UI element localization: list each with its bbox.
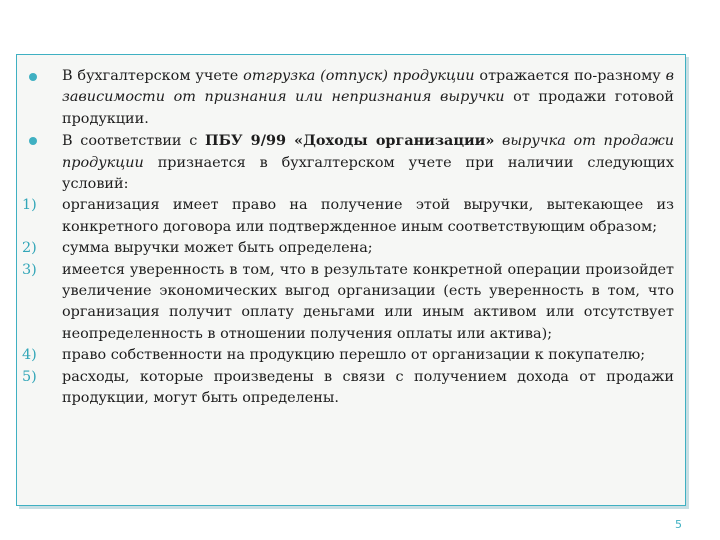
- numbered-item: [24, 238, 674, 259]
- page-number: 5: [675, 518, 682, 531]
- text-run-italic: отгрузка (отпуск) продукции: [243, 68, 475, 84]
- text-run-italic: выручка от продажи продукции: [62, 133, 675, 171]
- numbered-item: [24, 195, 674, 238]
- item-number: 2): [22, 240, 37, 257]
- bullet-dot-icon: [29, 137, 37, 145]
- item-text: сумма выручки может быть определена;: [62, 240, 373, 257]
- text-run: от продажи готовой продукции.: [62, 89, 674, 127]
- item-text: имеется уверенность в том, что в результате конкретной операции произойдет увеличение экономических выгод организации (есть уверенность в том, что организация получит оплату деньгами или иным активом или отсутствует неопределенность в отношении получения оплаты или актива);: [62, 261, 674, 342]
- bullet-item: [24, 66, 674, 130]
- numbered-item: [24, 367, 674, 410]
- item-number: 4): [22, 347, 37, 364]
- item-text: расходы, которые произведены в связи с получением дохода от продажи продукции, могут быть определены.: [62, 368, 674, 407]
- item-number: 3): [22, 261, 37, 278]
- item-number: 1): [22, 197, 37, 214]
- text-run: признается в бухгалтерском учете при наличии следующих условий:: [62, 154, 674, 193]
- slide-content: [24, 66, 674, 410]
- item-number: 5): [22, 368, 37, 385]
- bullet-item: [24, 130, 674, 195]
- text-run: отражается по-разному: [474, 68, 666, 84]
- bullet-dot-icon: [29, 73, 37, 81]
- numbered-item: [24, 260, 674, 346]
- numbered-item: [24, 345, 674, 366]
- item-text: организация имеет право на получение этой выручки, вытекающее из конкретного договора или подтвержденное иным соответствующим образом;: [62, 197, 674, 235]
- item-text: право собственности на продукцию перешло от организации к покупателю;: [62, 347, 646, 364]
- text-run: В бухгалтерском учете: [62, 68, 244, 84]
- text-run-bold: ПБУ 9/99 «Доходы организации»: [204, 132, 495, 150]
- text-run-italic: в зависимости от признания или непризнания выручки: [62, 68, 674, 106]
- text-run: В соответствии с: [62, 133, 205, 150]
